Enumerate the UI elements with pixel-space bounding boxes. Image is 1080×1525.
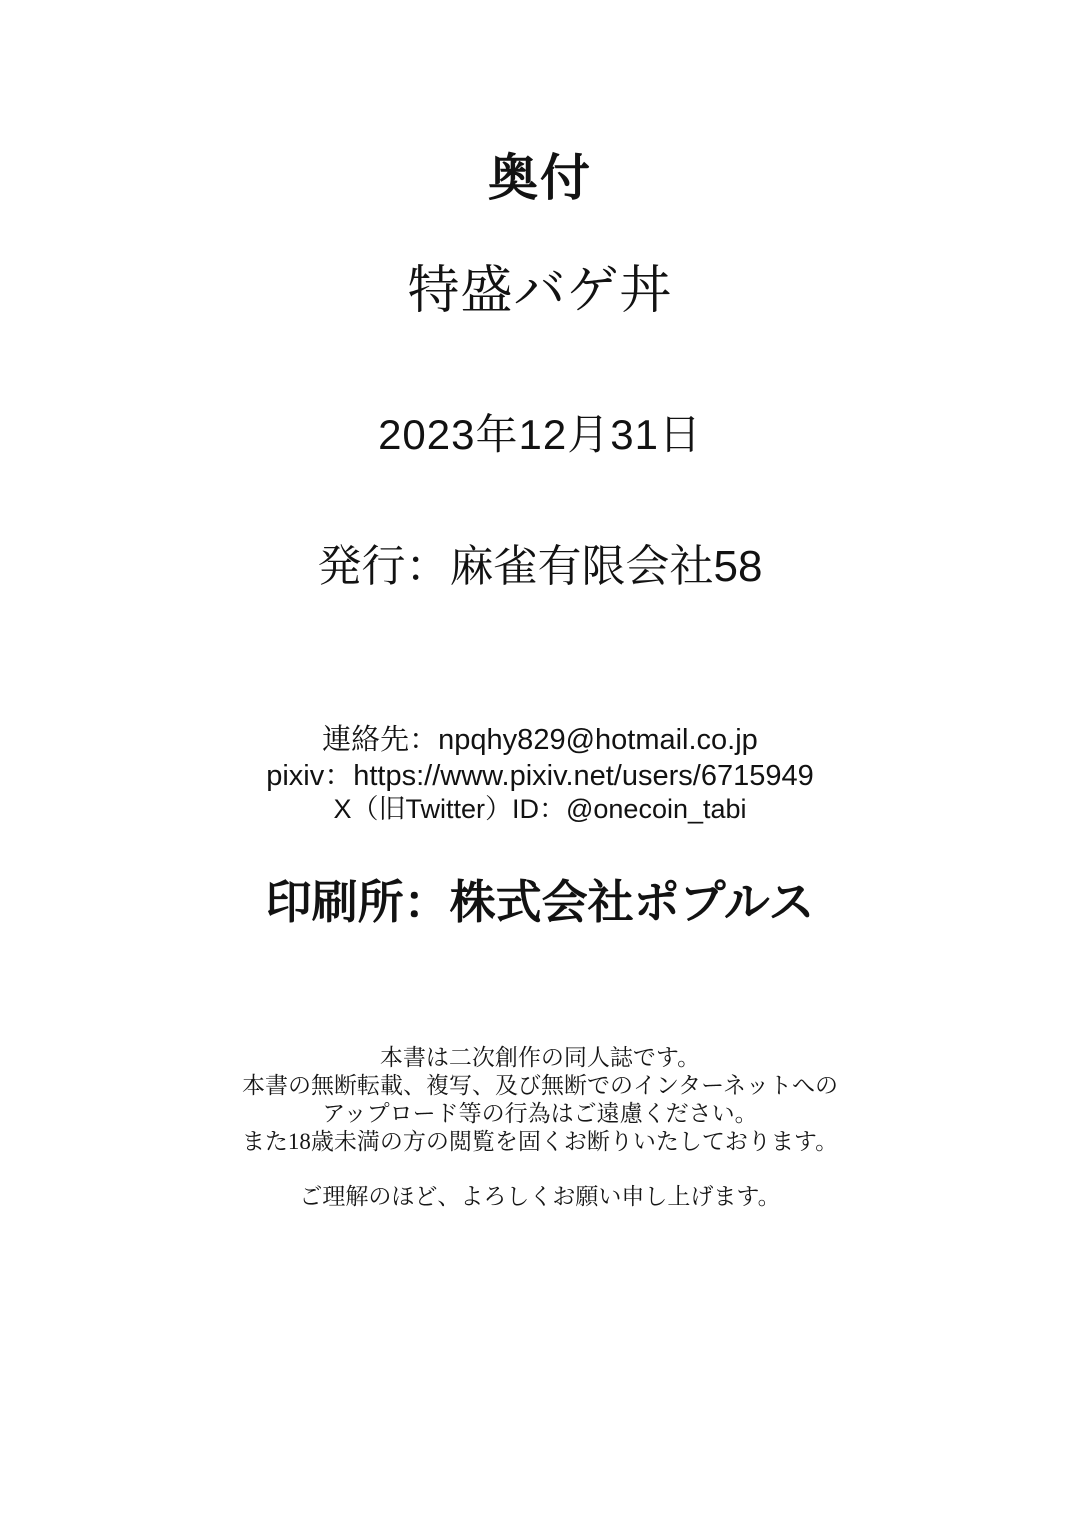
notice-line-1: 本書は二次創作の同人誌です。 <box>379 1045 701 1070</box>
colophon-heading: 奥付 <box>488 150 592 206</box>
notice-closing: ご理解のほど、よろしくお願い申し上げます。 <box>299 1184 781 1209</box>
notice-line-2: 本書の無断転載、複写、及び無断でのインターネットへの <box>242 1073 838 1098</box>
contact-pixiv-line: pixiv：https://www.pixiv.net/users/6715949 <box>266 760 814 792</box>
contact-x-line: X（旧Twitter）ID：@onecoin_tabi <box>333 794 747 824</box>
book-title: 特盛バゲ丼 <box>407 262 673 320</box>
contact-email-line: 連絡先：npqhy829@hotmail.co.jp <box>322 724 758 756</box>
printer-line: 印刷所：株式会社ポプルス <box>265 876 815 928</box>
publish-date: 2023年12月31日 <box>378 411 702 458</box>
notice-line-4: また18歳未満の方の閲覧を固くお断りいたしております。 <box>241 1129 839 1154</box>
publisher-line: 発行：麻雀有限会社58 <box>317 542 763 591</box>
notice-block <box>0 1044 1080 1156</box>
notice-line-3: アップロード等の行為はご遠慮ください。 <box>322 1101 758 1126</box>
